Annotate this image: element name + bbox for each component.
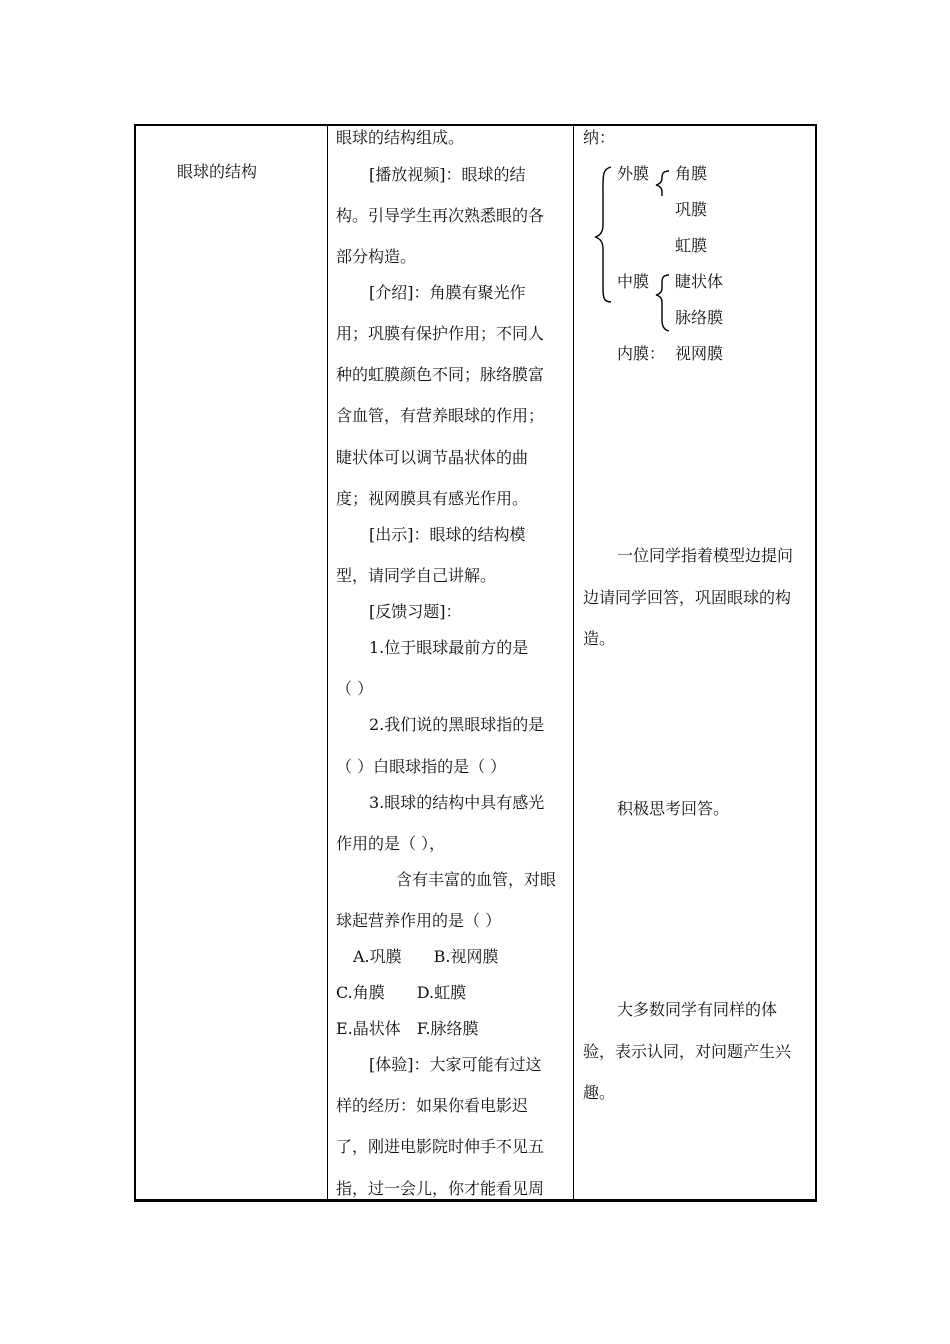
student-activity-line: 边请同学回答，巩固眼球的构 <box>583 588 792 607</box>
teacher-line: （ ） <box>336 679 374 698</box>
student-activity-line: 趣。 <box>583 1083 616 1102</box>
student-activity-line: 一位同学指着模型边提问 <box>617 546 794 565</box>
teacher-line: 含血管，有营养眼球的作用； <box>336 406 545 425</box>
teacher-line: 构。引导学生再次熟悉眼的各 <box>336 206 545 225</box>
teacher-line: 指，过一会儿，你才能看见周 <box>336 1179 545 1198</box>
teacher-line: 种的虹膜颜色不同；脉络膜富 <box>336 365 545 384</box>
student-activity-line: 验，表示认同，对问题产生兴 <box>583 1042 792 1061</box>
teacher-line: 作用的是（ ）， <box>336 834 446 853</box>
teacher-line: 球起营养作用的是（ ） <box>336 911 502 930</box>
teacher-line: 眼球的结构组成。 <box>336 128 465 147</box>
retina-label: 视网膜 <box>675 344 724 363</box>
inner-layer-label: 内膜： <box>617 344 666 363</box>
topic-label: 眼球的结构 <box>177 162 258 181</box>
teacher-line: [体验]：大家可能有过这 <box>369 1055 542 1074</box>
main-brace <box>595 167 611 302</box>
student-activity-line: 积极思考回答。 <box>617 799 730 818</box>
teacher-line: 了，刚进电影院时伸手不见五 <box>336 1137 545 1156</box>
teacher-line: [出示]：眼球的结构模 <box>369 525 526 544</box>
teacher-line: C.角膜 D.虹膜 <box>336 983 467 1002</box>
teacher-line: 用；巩膜有保护作用；不同人 <box>336 324 545 343</box>
middle-brace <box>656 275 669 331</box>
student-activity-line: 大多数同学有同样的体 <box>617 1000 778 1019</box>
student-activity-line: 造。 <box>583 629 616 648</box>
teacher-line: E.晶状体 F.脉络膜 <box>336 1019 479 1038</box>
teacher-line: 样的经历：如果你看电影迟 <box>336 1096 529 1115</box>
teacher-line: 3.眼球的结构中具有感光 <box>369 793 545 812</box>
summary-intro: 纳： <box>583 128 616 147</box>
teacher-line: （ ）白眼球指的是（ ） <box>336 757 507 776</box>
teacher-line: 含有丰富的血管，对眼 <box>396 870 557 889</box>
teacher-line: 1.位于眼球最前方的是 <box>369 638 529 657</box>
teacher-line: 睫状体可以调节晶状体的曲 <box>336 448 529 467</box>
cornea-label: 角膜 <box>675 164 708 183</box>
teacher-line: [反馈习题]： <box>369 602 462 621</box>
teacher-line: 型，请同学自己讲解。 <box>336 566 497 585</box>
iris-label: 虹膜 <box>675 236 708 255</box>
outer-layer-label: 外膜 <box>617 164 650 183</box>
choroid-label: 脉络膜 <box>675 308 724 327</box>
teacher-line: 部分构造。 <box>336 247 417 266</box>
teacher-line: [介绍]：角膜有聚光作 <box>369 283 526 302</box>
teacher-line: 2.我们说的黑眼球指的是 <box>369 715 545 734</box>
ciliary-body-label: 睫状体 <box>675 272 724 291</box>
teacher-line: 度；视网膜具有感光作用。 <box>336 489 529 508</box>
middle-layer-label: 中膜 <box>617 272 650 291</box>
sclera-label: 巩膜 <box>675 200 708 219</box>
teacher-line: A.巩膜 B.视网膜 <box>353 947 499 966</box>
outer-brace <box>656 171 669 196</box>
teacher-line: [播放视频]：眼球的结 <box>369 165 526 184</box>
